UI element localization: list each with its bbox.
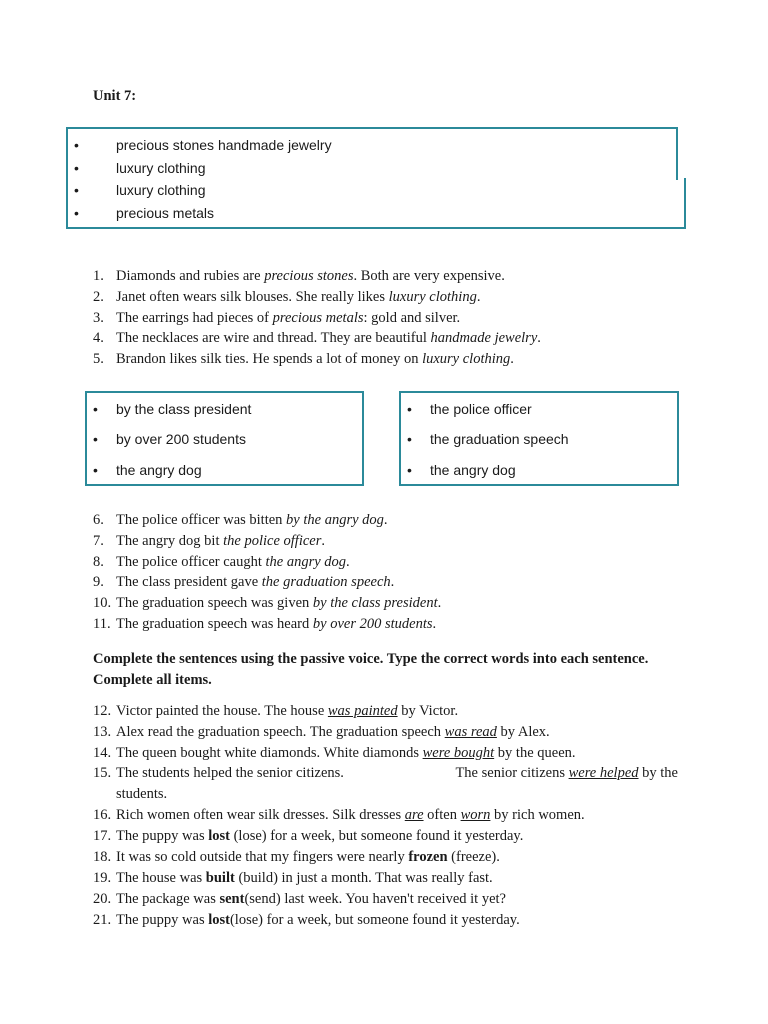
instructions: Complete the sentences using the passive voice. Type the correct words into each sentence. Complete all items. [93,651,649,688]
answer-text: handmade jewelry [430,330,538,346]
answer-text: by the class president [312,595,438,611]
answer-text: are [404,807,424,823]
answer-text: the angry dog [265,554,347,570]
answer-text: luxury clothing [422,351,511,367]
word-box-1-bottom-border [66,227,686,229]
answer-text: was painted [327,703,398,719]
answer-text: precious metals [272,310,364,326]
answer-text: sent [219,891,245,907]
answer-text: the police officer [223,533,322,549]
answer-text: by over 200 students [312,616,433,632]
answer-text: the graduation speech [261,574,391,590]
word-box-1-right-border-lower [684,178,686,229]
answer-text: lost [208,828,230,844]
answer-text: worn [460,807,491,823]
word-box-2-left: • by the class president • by over 200 students • the angry dog [85,391,364,486]
answer-text: frozen [408,849,448,865]
answer-text: was read [444,724,497,740]
answer-text: built [205,870,235,886]
answer-text: luxury clothing [388,289,477,305]
word-box-1-top-border [66,127,678,129]
word-box-1-right-border-upper [676,127,678,180]
answer-text: precious stones [264,268,354,284]
answer-text: by the angry dog [286,512,384,528]
answer-text: were helped [568,765,639,781]
word-box-1-left-border [66,127,68,229]
answer-text: were bought [422,745,495,761]
word-box-2-right: • the police officer • the graduation speech • the angry dog [399,391,679,486]
unit-title: Unit 7: [93,88,137,104]
answer-text: lost [208,912,230,928]
